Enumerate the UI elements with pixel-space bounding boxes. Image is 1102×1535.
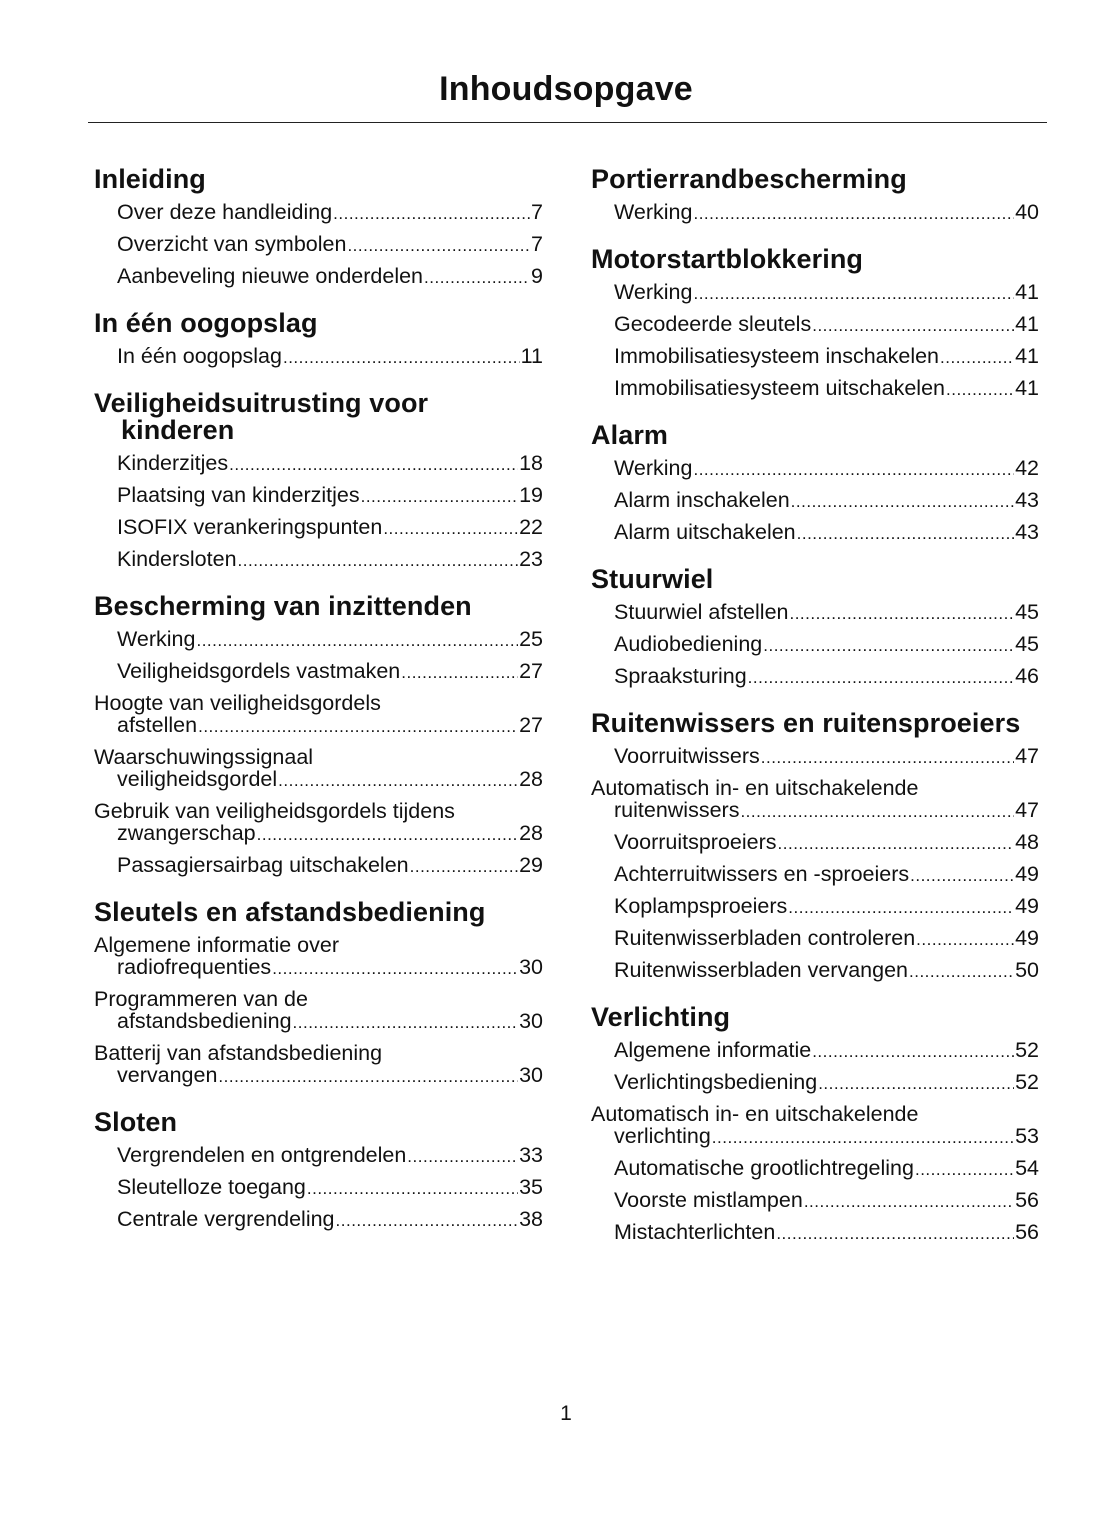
entry-title: Achterruitwissers en -sproeiers	[614, 862, 910, 886]
toc-entry[interactable]	[591, 1189, 1039, 1213]
dot-leader	[818, 1073, 1014, 1095]
toc-entry[interactable]	[591, 831, 1039, 855]
toc-entry[interactable]	[94, 1042, 543, 1088]
entry-title: Werking	[117, 627, 196, 651]
entry-title: Plaatsing van kinderzitjes	[117, 483, 360, 507]
page-ref: 40	[1015, 200, 1039, 224]
toc-entry[interactable]	[94, 516, 543, 540]
section-heading: Inleiding	[94, 164, 206, 194]
entry-title: Aanbeveling nieuwe onderdelen	[117, 264, 424, 288]
entry-title: Ruitenwisserbladen vervangen	[614, 958, 909, 982]
entry-line	[614, 313, 1039, 337]
dot-leader	[347, 235, 530, 257]
dot-leader	[804, 1191, 1014, 1213]
toc-entry[interactable]	[591, 895, 1039, 919]
entry-title: Voorste mistlampen	[614, 1188, 803, 1212]
page-ref: 30	[519, 1009, 543, 1033]
entry-line	[614, 863, 1039, 887]
dot-leader	[278, 770, 518, 792]
section-heading: Ruitenwissers en ruitensproeiers	[591, 708, 1021, 738]
entry-title: Passagiersairbag uitschakelen	[117, 853, 409, 877]
entry-line	[614, 799, 1039, 823]
entry-title: Werking	[614, 200, 693, 224]
toc-entry[interactable]	[94, 692, 543, 738]
dot-leader	[693, 459, 1014, 481]
entry-title: Kinderzitjes	[117, 451, 229, 475]
toc-entry[interactable]	[591, 1157, 1039, 1181]
toc-entry[interactable]	[94, 988, 543, 1034]
toc-entry[interactable]	[94, 233, 543, 257]
dot-leader	[401, 662, 518, 684]
entry-title: Werking	[614, 280, 693, 304]
page-ref: 38	[519, 1207, 543, 1231]
toc-entry[interactable]	[94, 484, 543, 508]
toc-section	[94, 899, 543, 1088]
page-ref: 49	[1015, 926, 1039, 950]
entry-title: Centrale vergrendeling	[117, 1207, 335, 1231]
dot-leader	[776, 1223, 1014, 1245]
dot-leader	[909, 961, 1014, 983]
entry-title: Sleutelloze toegang	[117, 1175, 306, 1199]
entry-title-line: Waarschuwingssignaal	[94, 745, 314, 769]
dot-leader	[693, 283, 1014, 305]
page-ref: 41	[1015, 312, 1039, 336]
entry-line	[614, 521, 1039, 545]
entry-title-line: Batterij van afstandsbediening	[94, 1041, 383, 1065]
dot-leader	[361, 486, 518, 508]
entry-line	[614, 377, 1039, 401]
entry-line	[117, 768, 543, 792]
toc-section	[591, 1004, 1039, 1245]
entry-title: Immobilisatiesysteem uitschakelen	[614, 376, 945, 400]
entry-line	[614, 489, 1039, 513]
toc-entry[interactable]	[94, 854, 543, 878]
dot-leader	[940, 347, 1014, 369]
entry-title: verlichting	[614, 1124, 711, 1148]
page-ref: 47	[1015, 744, 1039, 768]
section-heading: Bescherming van inzittenden	[94, 591, 472, 621]
page-ref: 42	[1015, 456, 1039, 480]
page-ref: 27	[519, 659, 543, 683]
page-ref: 9	[531, 264, 543, 288]
toc-column-right	[591, 166, 1039, 1266]
page-ref: 49	[1015, 862, 1039, 886]
toc-entry[interactable]	[591, 927, 1039, 951]
entry-title: afstandsbediening	[117, 1009, 292, 1033]
dot-leader	[789, 603, 1014, 625]
entry-line	[117, 1144, 543, 1168]
dot-leader	[910, 865, 1014, 887]
entry-line	[117, 265, 543, 289]
toc-entry[interactable]	[591, 489, 1039, 513]
entry-title: Spraaksturing	[614, 664, 747, 688]
entry-title: Gecodeerde sleutels	[614, 312, 812, 336]
toc-entry[interactable]	[591, 281, 1039, 305]
entry-line	[117, 548, 543, 572]
section-heading: Portierrandbescherming	[591, 164, 907, 194]
dot-leader	[916, 929, 1014, 951]
toc-entry[interactable]	[94, 628, 543, 652]
entry-title: Alarm uitschakelen	[614, 520, 796, 544]
entry-title: Over deze handleiding	[117, 200, 333, 224]
entry-line	[614, 345, 1039, 369]
page-ref: 28	[519, 767, 543, 791]
page-ref: 27	[519, 713, 543, 737]
toc-entry[interactable]	[591, 863, 1039, 887]
entry-line	[117, 1064, 543, 1088]
page-ref: 52	[1015, 1038, 1039, 1062]
title-divider	[88, 122, 1047, 123]
section-heading: Sleutels en afstandsbediening	[94, 897, 486, 927]
entry-line	[117, 516, 543, 540]
page-ref: 53	[1015, 1124, 1039, 1148]
dot-leader	[915, 1159, 1014, 1181]
entry-title: Overzicht van symbolen	[117, 232, 347, 256]
entry-line	[117, 201, 543, 225]
dot-leader	[383, 518, 518, 540]
entry-line	[614, 927, 1039, 951]
entry-title: Ruitenwisserbladen controleren	[614, 926, 916, 950]
dot-leader	[336, 1210, 519, 1232]
toc-section	[94, 310, 543, 369]
entry-title: ISOFIX verankeringspunten	[117, 515, 383, 539]
toc-entry[interactable]	[591, 665, 1039, 689]
dot-leader	[407, 1146, 518, 1168]
page-ref: 30	[519, 955, 543, 979]
entry-line	[117, 822, 543, 846]
page-ref: 46	[1015, 664, 1039, 688]
toc-entry[interactable]	[94, 1208, 543, 1232]
toc-entry[interactable]	[591, 201, 1039, 225]
page-ref: 56	[1015, 1188, 1039, 1212]
toc-section	[94, 593, 543, 878]
entry-title: Stuurwiel afstellen	[614, 600, 789, 624]
entry-title: Vergrendelen en ontgrendelen	[117, 1143, 407, 1167]
entry-title-line: Automatisch in- en uitschakelende	[591, 1102, 919, 1126]
dot-leader	[788, 897, 1014, 919]
toc-entry[interactable]	[591, 601, 1039, 625]
dot-leader	[333, 203, 530, 225]
dot-leader	[424, 267, 530, 289]
page-ref: 45	[1015, 632, 1039, 656]
toc-entry[interactable]	[94, 201, 543, 225]
dot-leader	[791, 491, 1014, 513]
entry-title: afstellen	[117, 713, 198, 737]
page-ref: 29	[519, 853, 543, 877]
entry-title: zwangerschap	[117, 821, 256, 845]
toc-column-left	[94, 166, 543, 1253]
dot-leader	[198, 716, 518, 738]
entry-line	[614, 1189, 1039, 1213]
entry-title: veiligheidsgordel	[117, 767, 278, 791]
entry-line	[117, 345, 543, 369]
page-ref: 33	[519, 1143, 543, 1167]
toc-section	[591, 166, 1039, 225]
toc-entry[interactable]	[94, 345, 543, 369]
page-ref: 54	[1015, 1156, 1039, 1180]
entry-title-line: Hoogte van veiligheidsgordels	[94, 691, 381, 715]
entry-line	[117, 956, 543, 980]
page-ref: 41	[1015, 344, 1039, 368]
entry-title: Mistachterlichten	[614, 1220, 776, 1244]
entry-line	[614, 1071, 1039, 1095]
dot-leader	[748, 667, 1014, 689]
entry-line	[117, 1208, 543, 1232]
toc-section	[94, 1109, 543, 1232]
entry-title: Veiligheidsgordels vastmaken	[117, 659, 401, 683]
dot-leader	[778, 833, 1015, 855]
toc-section	[94, 390, 543, 572]
entry-title: vervangen	[117, 1063, 218, 1087]
entry-line	[614, 601, 1039, 625]
entry-title: Automatische grootlichtregeling	[614, 1156, 914, 1180]
dot-leader	[307, 1178, 518, 1200]
page-ref: 11	[520, 344, 543, 368]
entry-line	[614, 745, 1039, 769]
toc-entry[interactable]	[591, 1103, 1039, 1149]
toc-section	[94, 166, 543, 289]
section-heading: Stuurwiel	[591, 564, 714, 594]
page-ref: 19	[519, 483, 543, 507]
page-ref: 50	[1015, 958, 1039, 982]
dot-leader	[410, 856, 518, 878]
entry-line	[117, 484, 543, 508]
page-ref: 43	[1015, 520, 1039, 544]
page-title: Inhoudsopgave	[439, 70, 693, 108]
toc-section	[591, 246, 1039, 401]
entry-line	[117, 854, 543, 878]
entry-title: Alarm inschakelen	[614, 488, 790, 512]
toc-entry[interactable]	[94, 265, 543, 289]
page-ref: 18	[519, 451, 543, 475]
entry-line	[117, 1010, 543, 1034]
page-ref: 43	[1015, 488, 1039, 512]
toc-entry[interactable]	[94, 452, 543, 476]
dot-leader	[196, 630, 518, 652]
entry-title: Kindersloten	[117, 547, 237, 571]
section-heading: In één oogopslag	[94, 308, 318, 338]
entry-title-line: Automatisch in- en uitschakelende	[591, 776, 919, 800]
page-ref: 47	[1015, 798, 1039, 822]
entry-title: Koplampsproeiers	[614, 894, 788, 918]
toc-entry[interactable]	[591, 633, 1039, 657]
toc-section	[591, 422, 1039, 545]
entry-line	[117, 452, 543, 476]
toc-entry[interactable]	[94, 1144, 543, 1168]
dot-leader	[283, 347, 520, 369]
page-ref: 48	[1015, 830, 1039, 854]
dot-leader	[218, 1066, 518, 1088]
entry-title: Immobilisatiesysteem inschakelen	[614, 344, 940, 368]
toc-entry[interactable]	[94, 746, 543, 792]
toc-entry[interactable]	[591, 345, 1039, 369]
page-ref: 22	[519, 515, 543, 539]
dot-leader	[946, 379, 1014, 401]
entry-title: Verlichtingsbediening	[614, 1070, 818, 1094]
page-ref: 56	[1015, 1220, 1039, 1244]
entry-line	[614, 831, 1039, 855]
entry-line	[614, 201, 1039, 225]
toc-section	[591, 566, 1039, 689]
toc-entry[interactable]	[591, 777, 1039, 823]
page-number: 1	[560, 1402, 572, 1425]
dot-leader	[293, 1012, 519, 1034]
page-ref: 41	[1015, 376, 1039, 400]
entry-title: Werking	[614, 456, 693, 480]
dot-leader	[229, 454, 518, 476]
toc-entry[interactable]	[591, 1221, 1039, 1245]
dot-leader	[272, 958, 518, 980]
entry-line	[614, 1221, 1039, 1245]
dot-leader	[812, 1041, 1014, 1063]
page-ref: 30	[519, 1063, 543, 1087]
section-heading: Veiligheidsuitrusting voor kinderen	[94, 388, 429, 445]
toc-entry[interactable]	[591, 745, 1039, 769]
toc-entry[interactable]	[591, 457, 1039, 481]
page-ref: 23	[519, 547, 543, 571]
toc-entry[interactable]	[591, 1039, 1039, 1063]
toc-entry[interactable]	[591, 1071, 1039, 1095]
page-ref: 49	[1015, 894, 1039, 918]
dot-leader	[797, 523, 1014, 545]
entry-line	[614, 1039, 1039, 1063]
section-heading: Motorstartblokkering	[591, 244, 864, 274]
section-heading: Alarm	[591, 420, 669, 450]
page-ref: 35	[519, 1175, 543, 1199]
entry-title: Audiobediening	[614, 632, 763, 656]
entry-line	[614, 959, 1039, 983]
entry-title-line: Gebruik van veiligheidsgordels tijdens	[94, 799, 455, 823]
entry-title: Voorruitwissers	[614, 744, 760, 768]
dot-leader	[740, 801, 1014, 823]
page-ref: 25	[519, 627, 543, 651]
entry-line	[117, 714, 543, 738]
entry-line	[614, 895, 1039, 919]
toc-section	[591, 710, 1039, 983]
toc-entry[interactable]	[94, 800, 543, 846]
dot-leader	[257, 824, 518, 846]
toc-entry[interactable]	[591, 377, 1039, 401]
entry-line	[614, 457, 1039, 481]
entry-line	[614, 1125, 1039, 1149]
dot-leader	[693, 203, 1014, 225]
page-ref: 41	[1015, 280, 1039, 304]
entry-title: ruitenwissers	[614, 798, 740, 822]
dot-leader	[761, 747, 1014, 769]
toc-entry[interactable]	[94, 548, 543, 572]
toc-entry[interactable]	[94, 1176, 543, 1200]
entry-title: Algemene informatie	[614, 1038, 812, 1062]
dot-leader	[763, 635, 1014, 657]
dot-leader	[238, 550, 519, 572]
entry-title: Voorruitsproeiers	[614, 830, 777, 854]
page-ref: 7	[531, 200, 543, 224]
toc-entry[interactable]	[591, 521, 1039, 545]
page-ref: 45	[1015, 600, 1039, 624]
entry-line	[614, 633, 1039, 657]
toc-entry[interactable]	[591, 313, 1039, 337]
entry-line	[614, 665, 1039, 689]
dot-leader	[712, 1127, 1014, 1149]
entry-line	[117, 628, 543, 652]
section-heading: Sloten	[94, 1107, 178, 1137]
entry-line	[117, 660, 543, 684]
entry-title: radiofrequenties	[117, 955, 272, 979]
entry-line	[614, 281, 1039, 305]
page-ref: 52	[1015, 1070, 1039, 1094]
entry-title: In één oogopslag	[117, 344, 282, 368]
toc-entry[interactable]	[591, 959, 1039, 983]
toc-entry[interactable]	[94, 660, 543, 684]
page-ref: 7	[531, 232, 543, 256]
entry-title-line: Algemene informatie over	[94, 933, 339, 957]
entry-line	[117, 1176, 543, 1200]
entry-title-line: Programmeren van de	[94, 987, 308, 1011]
entry-line	[117, 233, 543, 257]
page-ref: 28	[519, 821, 543, 845]
entry-line	[614, 1157, 1039, 1181]
dot-leader	[812, 315, 1014, 337]
toc-entry[interactable]	[94, 934, 543, 980]
section-heading: Verlichting	[591, 1002, 731, 1032]
